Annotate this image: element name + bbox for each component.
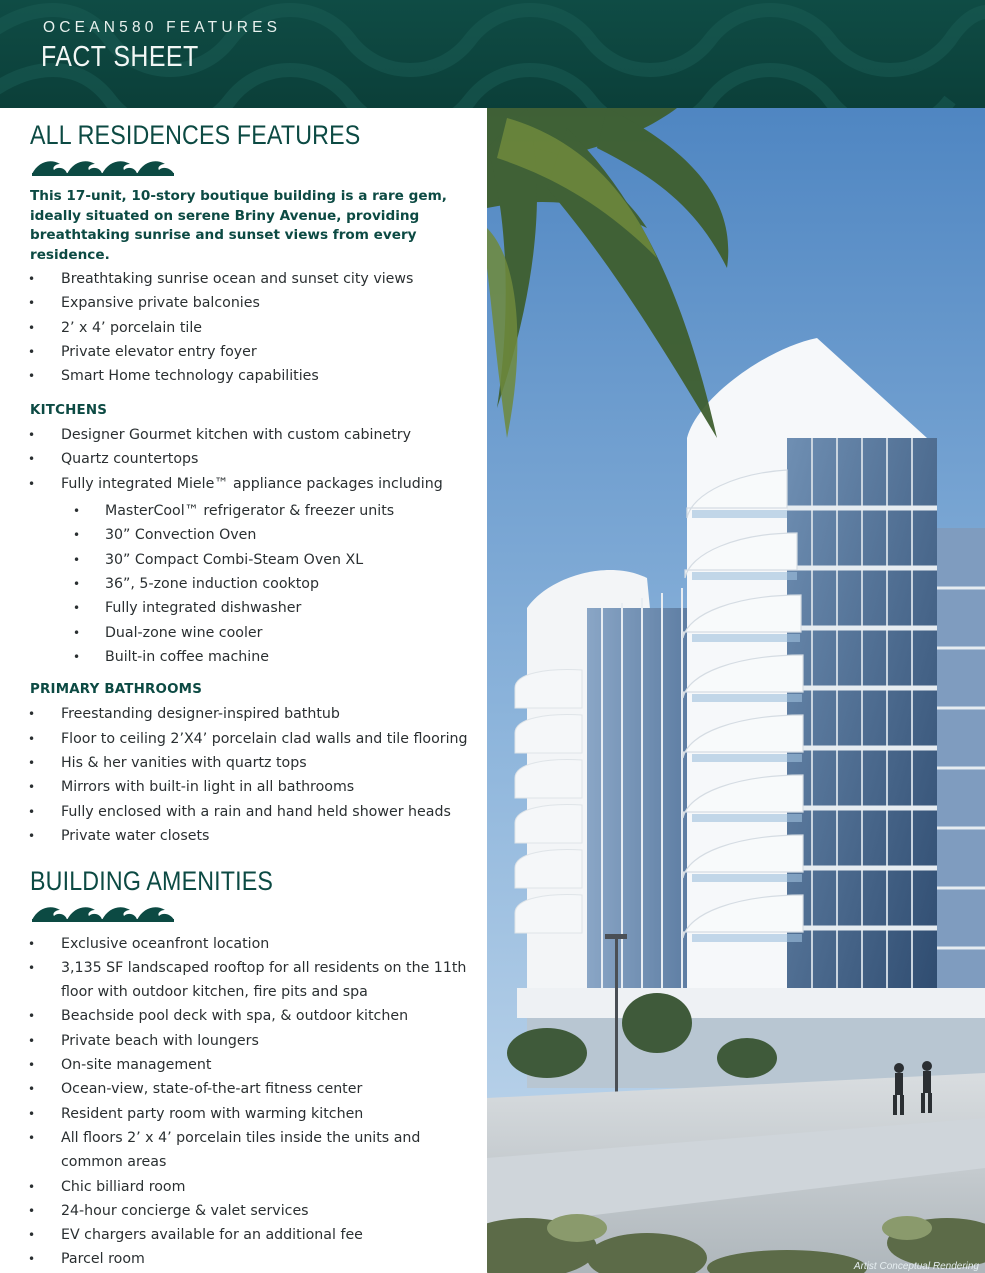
bullet-icon: • [28,296,36,310]
bathrooms-heading: PRIMARY BATHROOMS [30,682,203,697]
bullet-icon: • [28,272,36,286]
wave-divider-icon [32,902,174,922]
bullet-icon: • [28,732,36,746]
list-item: Ocean-view, state-of-the-art fitness center [61,1081,363,1097]
list-item: Private water closets [61,828,210,844]
list-item: Resident party room with warming kitchen [61,1106,364,1122]
bullet-icon: • [28,756,36,770]
list-item: Quartz countertops [61,451,199,467]
sub-list-item: Dual-zone wine cooler [105,625,263,641]
bullet-icon: • [28,961,36,975]
bullet-icon: • [28,1009,36,1023]
list-item: Chic billiard room [61,1179,186,1195]
building-rendering [487,108,985,1273]
bullet-icon: • [73,577,81,591]
bullet-icon: • [28,477,36,491]
list-item: Designer Gourmet kitchen with custom cabinetry [61,427,411,443]
list-item: Parcel room [61,1251,145,1267]
list-item: Freestanding designer-inspired bathtub [61,706,340,722]
sub-list-item: MasterCool™ refrigerator & freezer units [105,503,395,519]
bullet-icon: • [28,1082,36,1096]
sub-list-item: 30” Compact Combi-Steam Oven XL [105,552,364,568]
bullet-icon: • [73,504,81,518]
image-credit: Artist Conceptual Rendering [853,1261,979,1272]
residences-intro: This 17-unit, 10-story boutique building is a rare gem, ideally situated on serene Briny Avenue, providing breathtaking sunrise and sunset views from every residence. [30,188,447,264]
bullet-icon: • [73,650,81,664]
list-item-continued: floor with outdoor kitchen, fire pits and spa [61,984,368,1000]
bullet-icon: • [73,528,81,542]
bullet-icon: • [28,829,36,843]
list-item: Fully enclosed with a rain and hand held shower heads [61,804,451,820]
bullet-icon: • [73,553,81,567]
bullet-icon: • [28,1058,36,1072]
bullet-icon: • [73,626,81,640]
bullet-icon: • [28,1252,36,1266]
sub-list-item: 36”, 5-zone induction cooktop [105,576,319,592]
bullet-icon: • [28,452,36,466]
building-illustration [487,108,985,1273]
bullet-icon: • [28,345,36,359]
bullet-icon: • [73,601,81,615]
kitchens-heading: KITCHENS [30,403,108,418]
bullet-icon: • [28,707,36,721]
amenities-title: BUILDING AMENITIES [30,866,274,896]
bullet-icon: • [28,780,36,794]
list-item: Smart Home technology capabilities [61,368,319,384]
list-item: Floor to ceiling 2’X4’ porcelain clad walls and tile flooring [61,731,468,747]
features-column [0,108,487,1273]
list-item: Exclusive oceanfront location [61,936,270,952]
list-item: Fully integrated Miele™ appliance packages including [61,476,443,492]
list-item: 3,135 SF landscaped rooftop for all residents on the 11th [61,960,467,976]
list-item: Private elevator entry foyer [61,344,257,360]
sub-list-item: Fully integrated dishwasher [105,600,302,616]
bullet-icon: • [28,428,36,442]
list-item: 2’ x 4’ porcelain tile [61,320,202,336]
list-item: EV chargers available for an additional fee [61,1227,363,1243]
list-item: On-site management [61,1057,212,1073]
bullet-icon: • [28,1034,36,1048]
list-item: Beachside pool deck with spa, & outdoor kitchen [61,1008,409,1024]
list-item-continued: common areas [61,1154,167,1170]
sub-list-item: Built-in coffee machine [105,649,269,665]
list-item: Expansive private balconies [61,295,260,311]
bullet-icon: • [28,1204,36,1218]
page-title: FACT SHEET [41,41,199,73]
bullet-icon: • [28,1107,36,1121]
list-item: Private beach with loungers [61,1033,259,1049]
list-item: Breathtaking sunrise ocean and sunset city views [61,271,414,287]
wave-divider-icon [32,156,174,176]
bullet-icon: • [28,1180,36,1194]
header-kicker: OCEAN580 FEATURES [43,19,282,36]
bullet-icon: • [28,1131,36,1145]
bullet-icon: • [28,1228,36,1242]
bullet-icon: • [28,937,36,951]
residences-title: ALL RESIDENCES FEATURES [30,120,361,150]
bullet-icon: • [28,321,36,335]
header-banner [0,0,985,108]
list-item: His & her vanities with quartz tops [61,755,307,771]
list-item: 24-hour concierge & valet services [61,1203,309,1219]
bullet-icon: • [28,805,36,819]
bullet-icon: • [28,369,36,383]
list-item: Mirrors with built-in light in all bathrooms [61,779,355,795]
sub-list-item: 30” Convection Oven [105,527,257,543]
list-item: All floors 2’ x 4’ porcelain tiles inside the units and [61,1130,421,1146]
